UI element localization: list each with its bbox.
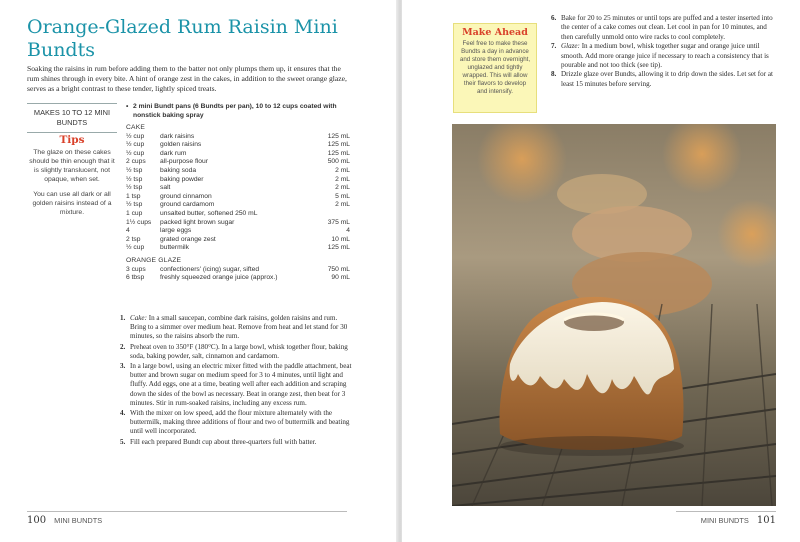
step-number: 1. [120, 314, 126, 322]
step-text: Fill each prepared Bundt cup about three-quarters full with batter. [130, 437, 317, 446]
ingredient-metric: 500 mL [327, 158, 350, 166]
page-footer-right [676, 511, 776, 526]
step-text: Preheat oven to 350°F (180°C). In a large bowl, whisk together flour, baking soda, baking powder, salt, cinnamon and cardamom. [130, 342, 348, 360]
glaze-ingredients [126, 266, 350, 283]
ingredient-row [126, 201, 350, 210]
ingredient-name: confectioners' (icing) sugar, sifted [160, 265, 260, 273]
ingredient-quantity: 6 tbsp [126, 274, 145, 282]
step-number: 6. [551, 14, 557, 22]
step-number: 4. [120, 409, 126, 418]
yield-box: MAKES 10 TO 12 MINI BUNDTS [27, 103, 117, 133]
make-ahead-heading: Make Ahead [462, 27, 528, 38]
ingredient-metric: 2 mL [335, 166, 350, 174]
ingredient-quantity: 1 cup [126, 209, 143, 217]
ingredient-row [126, 193, 350, 202]
ingredient-name: salt [160, 184, 171, 192]
method-steps-right [551, 14, 773, 89]
ingredient-metric: 2 mL [335, 201, 350, 209]
method-step [551, 14, 773, 42]
ingredient-metric: 4 [346, 227, 350, 235]
make-ahead-text: Feel free to make these Bundts a day in advance and store them overnight, unglazed and tightly wrapped. This will allow their flavors to develop and intensify. [459, 40, 531, 95]
ingredient-row [126, 236, 350, 245]
ingredient-metric: 125 mL [327, 141, 350, 149]
ingredient-metric: 375 mL [327, 218, 350, 226]
ingredient-name: dark raisins [160, 132, 195, 140]
running-footer: MINI BUNDTS [700, 516, 749, 525]
photo-illustration [452, 124, 776, 506]
method-step [120, 343, 352, 361]
method-step [120, 314, 352, 342]
ingredient-row [126, 167, 350, 176]
step-text: In a large bowl, using an electric mixer fitted with the paddle attachment, beat butter and brown sugar on medium speed for 3 to 4 minutes, until light and fluffy. Add eggs, one at a time, beating well after each addition and scraping down the sides of the bowl as necessary. Beat in orange zest, then beat for 3 minutes. Stir in rum-soaked raisins, including any excess rum. [130, 362, 352, 407]
step-text: In a medium bowl, whisk together sugar and orange juice until smooth. Add more orange juice if necessary to reach a consistency that is pourable and not too thick (see tip). [561, 42, 769, 70]
step-number: 8. [551, 70, 557, 79]
tips-heading: Tips [59, 134, 85, 146]
page-footer-left [27, 511, 347, 526]
equipment-text: 2 mini Bundt pans (6 Bundts per pan), 10 to 12 cups coated with nonstick baking spray [133, 103, 337, 119]
ingredient-quantity: ½ cup [126, 132, 145, 140]
bundt-cakes-photo [452, 124, 776, 506]
ingredient-metric: 90 mL [331, 274, 350, 282]
ingredient-metric: 750 mL [327, 265, 350, 273]
step-text: With the mixer on low speed, add the flour mixture alternately with the buttermilk, making three additions of flour and two of buttermilk and beating until well incorporated. [130, 409, 350, 436]
ingredient-row [126, 266, 350, 275]
tips-sidebar [27, 134, 117, 223]
ingredient-row [126, 150, 350, 159]
ingredient-metric: 5 mL [335, 192, 350, 200]
bullet-marker: • [126, 103, 129, 110]
tip-text: The glaze on these cakes should be thin enough that it is slightly translucent, not opaque, when set. [29, 149, 115, 183]
tip-text: You can use all dark or all golden raisins instead of a mixture. [32, 191, 112, 216]
step-number: 3. [120, 362, 126, 371]
ingredient-row [126, 219, 350, 228]
ingredient-metric: 10 mL [331, 235, 350, 243]
ingredient-name: golden raisins [160, 141, 202, 149]
ingredient-name: baking soda [160, 166, 197, 174]
ingredient-metric: 125 mL [327, 132, 350, 140]
step-text: Bake for 20 to 25 minutes or until tops are puffed and a tester inserted into the center of a cake comes out clean. Let cool in pan for 10 minutes, and then carefully unmold onto wire racks to cool completely. [561, 14, 773, 41]
method-step [120, 438, 352, 447]
ingredients-list [126, 103, 350, 283]
page-number: 101 [756, 515, 776, 526]
ingredient-quantity: ½ cup [126, 141, 145, 149]
ingredient-row [126, 210, 350, 219]
ingredient-quantity: ½ tsp [126, 175, 143, 183]
ingredient-quantity: ½ tsp [126, 184, 143, 192]
ingredient-quantity: 3 cups [126, 265, 146, 273]
ingredient-name: baking powder [160, 175, 204, 183]
ingredient-row [126, 227, 350, 236]
ingredient-quantity: 4 [126, 227, 130, 235]
equipment-note [126, 103, 350, 120]
method-step [551, 70, 773, 89]
ingredient-quantity: ½ tsp [126, 166, 143, 174]
ingredient-metric: 2 mL [335, 175, 350, 183]
ingredient-metric [308, 210, 350, 219]
method-step [120, 409, 352, 437]
ingredient-row [126, 176, 350, 185]
ingredient-quantity: 2 cups [126, 158, 146, 166]
glaze-section-heading: ORANGE GLAZE [126, 256, 182, 264]
step-lead: Glaze: [561, 42, 580, 51]
ingredient-name: unsalted butter, softened 250 mL [160, 209, 258, 217]
ingredient-name: ground cinnamon [160, 192, 212, 200]
recipe-intro: Soaking the raisins in rum before adding them to the batter not only plumps them up, it ensures that the rum shines through in every bite. A hint of orange zest in the cakes, in addition to the sweet orange glaze, serves as a bright contrast to these tender, lightly spiced treats. [27, 64, 347, 93]
ingredient-row [126, 141, 350, 150]
method-step [551, 42, 773, 70]
recipe-title: Orange-Glazed Rum Raisin Mini Bundts [27, 16, 338, 61]
step-text: Drizzle glaze over Bundts, allowing it to drip down the sides. Let set for at least 15 minutes before serving. [561, 70, 773, 88]
ingredient-name: grated orange zest [160, 235, 216, 243]
ingredient-quantity: 1½ cups [126, 218, 152, 226]
ingredient-quantity: ½ tsp [126, 201, 143, 209]
ingredient-row [126, 184, 350, 193]
method-steps-left [120, 314, 352, 448]
ingredient-metric: 125 mL [327, 149, 350, 157]
ingredient-row [126, 244, 350, 253]
ingredient-name: large eggs [160, 227, 192, 235]
ingredient-metric: 2 mL [335, 184, 350, 192]
cake-section-heading: CAKE [126, 124, 146, 131]
ingredient-metric: 125 mL [327, 244, 350, 252]
page-number: 100 [27, 515, 47, 526]
ingredient-name: packed light brown sugar [160, 218, 235, 226]
ingredient-name: buttermilk [160, 244, 189, 252]
ingredient-row [126, 133, 350, 142]
make-ahead-box [453, 23, 537, 113]
ingredient-quantity: 2 tsp [126, 235, 141, 243]
step-number: 5. [120, 437, 126, 446]
left-page [0, 0, 398, 542]
ingredient-quantity: 1 tsp [126, 192, 141, 200]
ingredient-row [126, 274, 350, 283]
method-step [120, 362, 352, 408]
ingredient-quantity: ½ cup [126, 149, 145, 157]
ingredient-name: ground cardamom [160, 201, 215, 209]
ingredient-name: all-purpose flour [160, 158, 208, 166]
step-lead: Cake: [130, 314, 147, 322]
step-number: 2. [120, 342, 126, 351]
ingredient-row [126, 158, 350, 167]
cake-ingredients [126, 133, 350, 253]
step-text: In a small saucepan, combine dark raisins, golden raisins and rum. Bring to a simmer over medium heat. Remove from heat and let stand for 30 minutes, so the raisins absorb the rum. [130, 314, 348, 341]
step-number: 7. [551, 42, 557, 51]
ingredient-name: freshly squeezed orange juice (approx.) [160, 274, 278, 282]
ingredient-quantity: ½ cup [126, 244, 145, 252]
ingredient-name: dark rum [160, 149, 187, 157]
running-footer: MINI BUNDTS [54, 516, 103, 525]
